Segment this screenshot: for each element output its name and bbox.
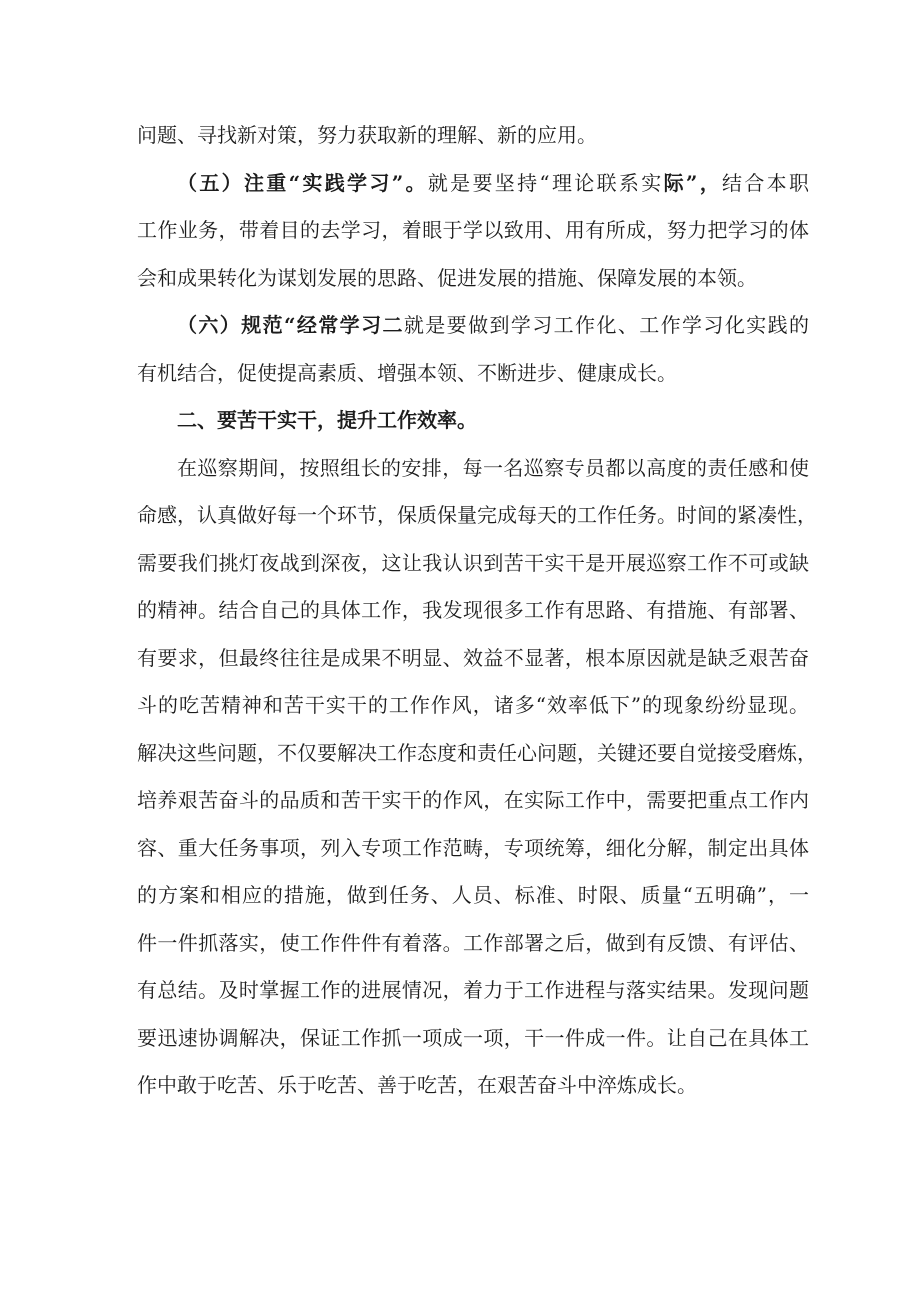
paragraph-line: [137, 967, 809, 1015]
line-text: 工作业务，带着目的去学习，着眼于学以致用、用有所成，努力把学习的体: [137, 218, 809, 242]
line-text: 培养艰苦奋斗的品质和苦干实干的作风，在实际工作中，需要把重点工作内: [137, 788, 809, 812]
line-text: 就是要做到学习工作化、工作学习化实践的: [403, 313, 810, 337]
section-heading: （五）注重“实践学习”。: [177, 170, 428, 195]
paragraph-line: [137, 825, 809, 873]
paragraph-line: [137, 160, 809, 208]
line-text: 解决这些问题，不仅要解决工作态度和责任心问题，关键还要自觉接受磨炼，: [137, 740, 817, 765]
paragraph-line: [137, 682, 809, 730]
paragraph-line: [137, 777, 809, 825]
line-text: 要迅速协调解决，保证工作抓一项成一项，干一件成一件。让自己在具体工: [137, 1025, 809, 1050]
line-text: 容、重大任务事项，列入专项工作范畴，专项统筹，细化分解，制定出具体: [137, 835, 809, 860]
paragraph-line: [137, 350, 809, 398]
line-text: 结合本职: [722, 170, 810, 195]
section-heading: （六）规范“经常学习二: [177, 313, 404, 337]
paragraph-line: [137, 255, 809, 303]
paragraph-line: [137, 1015, 809, 1063]
paragraph-line: [137, 920, 809, 968]
line-text: 有总结。及时掌握工作的进展情况，着力于工作进程与落实结果。发现问题: [137, 978, 809, 1002]
paragraph-line: [137, 635, 809, 683]
line-text: 的精神。结合自己的具体工作，我发现很多工作有思路、有措施、有部署、: [137, 598, 809, 622]
paragraph-line: [137, 445, 809, 493]
line-text: 有机结合，促使提高素质、增强本领、不断进步、健康成长。: [137, 360, 677, 385]
line-text-bold: 际”，: [663, 170, 723, 195]
line-text: 需要我们挑灯夜战到深夜，这让我认识到苦干实干是开展巡察工作不可或缺: [137, 550, 809, 575]
paragraph-line: [137, 540, 809, 588]
paragraph-line: [137, 730, 817, 778]
chapter-heading: [137, 397, 809, 445]
line-text: 斗的吃苦精神和苦干实干的工作作风，诸多“效率低下”的现象纷纷显现。: [137, 693, 809, 717]
line-text: 的方案和相应的措施，做到任务、人员、标准、时限、质量“五明确”，一: [137, 883, 809, 907]
paragraph-line: [137, 587, 809, 635]
line-text: 会和成果转化为谋划发展的思路、促进发展的措施、保障发展的本领。: [137, 265, 757, 290]
line-text: 命感，认真做好每一个环节，保质保量完成每天的工作任务。时间的紧凑性，: [137, 503, 817, 527]
paragraph-line: [137, 112, 809, 160]
line-text: 就是要坚持“理论联系实: [427, 170, 664, 195]
document-body: [137, 112, 817, 1110]
line-text: 在巡察期间，按照组长的安排，每一名巡察专员都以高度的责任感和使: [177, 455, 809, 480]
paragraph-line: [137, 207, 809, 255]
paragraph-line: [137, 492, 817, 540]
heading-text: 二、要苦干实干，提升工作效率。: [177, 408, 477, 432]
line-text: 作中敢于吃苦、乐于吃苦、善于吃苦，在艰苦奋斗中淬炼成长。: [137, 1073, 697, 1097]
paragraph-line: [137, 1062, 809, 1110]
line-text: 问题、寻找新对策，努力获取新的理解、新的应用。: [137, 123, 597, 147]
line-text: 件一件抓落实，使工作件件有着落。工作部署之后，做到有反馈、有评估、: [137, 930, 809, 955]
line-text: 有要求，但最终往往是成果不明显、效益不显著，根本原因就是缺乏艰苦奋: [137, 645, 809, 670]
paragraph-line: [137, 302, 809, 350]
paragraph-line: [137, 872, 809, 920]
